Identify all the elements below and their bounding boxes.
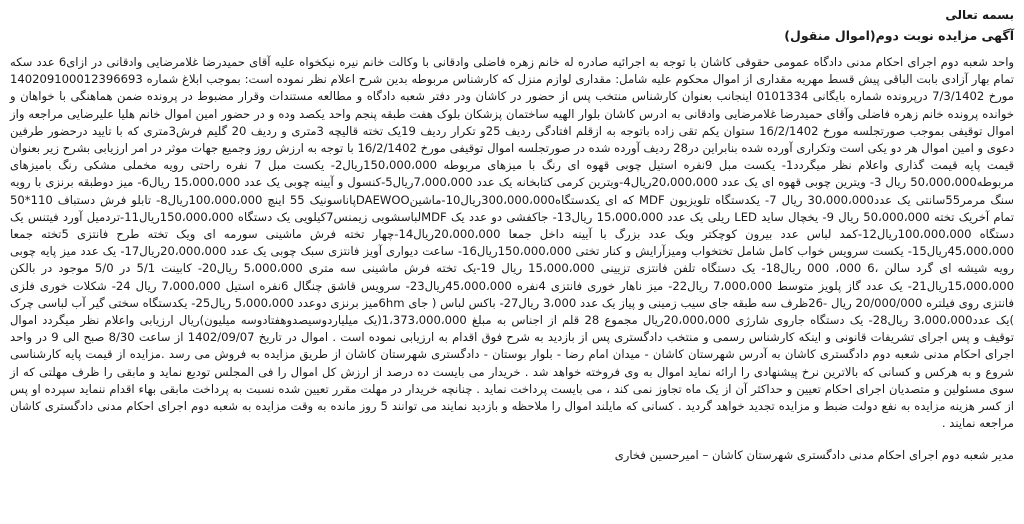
- basmala-heading: بسمه تعالی: [945, 8, 1014, 22]
- signature-line: مدیر شعبه دوم اجرای احکام مدنی دادگستری شهرستان کاشان – امیرحسین فخاری: [614, 448, 1014, 463]
- notice-body: واحد شعبه دوم اجرای احکام مدنی دادگاه عمومی حقوقی کاشان با توجه به اجرائیه صادره له خانم زهره فاضلی وادقانی با وکالت خانم نیره نیکخواه علیه آقای حمیدرضا غلامرضایی وادقانی در ازای6 عدد سکه تمام بهار آزادی بابت الباقی پیش قسط مهریه مقداری از اموال محکوم علیه شامل: مقداری لوازم منزل که کارشناس مربوطه بدین شرح اعلام نظر نموده است: بموجب ابلاغ شماره 140209100012396693 مورخ 7/3/1402 درپرونده شماره بایگانی 0101334 اینجانب بعنوان کارشناس منتخب پس از حضور در کاشان ودر دفتر شعبه دادگاه و مطالعه مستندات وقرار مضبوط در پرونده ضمن هماهنگی با خواهان و خوانده پرونده خانم زهره فاضلی وآقای حمیدرضا غلامرضایی وادقانی به ادرس کاشان بلوار الهیه ساختمان پزشکان بلوک هفت طبقه پنجم واحد یکصد وده و در حضور امین اموال خانم هلیا علیرضایی مراجعه واز اموال توقیفی بموجب صورتجلسه مورخ 16/2/1402 ستوان یکم تقی زاده باتوجه به ازقلم افتادگی ردیف 25و تکرار ردیف 19یک تخته قالیچه 3متری و ردیف 20 گلیم فرش3متری که با تایید درحضور طرفین دعوی و امین اموال هر دو یکی است وتکراری آورده شده بنابراین در28 ردیف آورده شده در صورتجلسه اموال توقیفی مورخ 16/2/1402 با توجه به ارزش روز وجمیع جهات موثر در امر ارزیابی بشرح زیر بعنوان قیمت پایه قیمت گذاری واعلام نظر میگردد1- یکست مبل 9نفره استیل چوبی قهوه ای رنگ با میزهای مربوطه 150،000،000ریال2- یکست مبل 7 نفره راحتی رویه مخملی مشکی رنگ بامیزهای مربوطه50،000،000 ریال 3- ویترین چوبی قهوه ای یک عدد 20،000،000ریال4-ویترین کرمی کتابخانه یک عدد 7،000،000ریال5-کنسول و آیینه چوبی یک عدد 15،000،000 ریال6- میز دوطبقه برنزی با رویه سنگ مرمر55سانتی یک عدد30،000،000 ریال 7- یکدستگاه تلویزیون MDF که ای یکدستگاه300،000،000ریال10-ماشینDAEWOOپاناسونیک 55 اینچ 100،000،000ریال8- تابلو فرش دستباف 110*50 تمام آخریک تخته 50،000،000 ریال 9- یخچال ساید LED ریلی یک عدد 15،000،000 ریال13- جاکفشی دو عدد یک MDFلباسشویی زیمنس7کیلویی یک دستگاه 150،000،000ریال11-تردمیل آورد فیتنس یک دستگاه 100،000،000ریال12-کمد لباس عدد بیرون کوچکتر ویک عدد بزرگ با آیینه داخل جمعا 20،000،000ریال14-چهار تخته فرش ماشینی سورمه ای ویک تخته طرح فانتزی 5تخته جمعا 45،000،000ریال15- یکست سرویس خواب کامل شامل تختخواب ومیزآرایش و کنار تختی 150،000،000ریال16- ساعت دیواری آویز فانتزی سبک چوبی یک عدد 20،000،000ریال17- یک عدد میز پایه چوبی رویه شیشه ای گرد سالن ،6 000، 000 ریال18- یک دستگاه تلفن فانتزی تزیینی 15،000،000 ریال 19-یک تخته فرش ماشینی سه متری 5،000،000 ریال20- کابینت 5/1 در 5/0 موجود در بالکن 15،000،000ریال21- یک عدد گاز پلویز متوسط 7،000،000 ریال22- میز ناهار خوری فانتزی 4نفره 45،000،000ریال23- سرویس قاشق چنگال 6نفره استیل 7،000،000 ریال 24- شکلات خوری فلزی فانتزی روی فیلتره 20/000/000 ریال -26ظرف سه طبقه جای سیب زمینی و پیاز یک عدد 3،000 ریال27- باکس لباس ( جای 6hmمیز برنزی دوعدد 5،000،000 ریال25- یکدستگاه سختی گیر آب لباسی چرک )یک عدد3،000،000 ریال28- یک دستگاه جاروی شارژی 20،000،000ریال مجموع 28 قلم از اجناس به مبلغ 1،373،000،000(یک میلیاردوسیصدوهفتادوسه میلیون)ریال ارزیابی واعلام نظر میگردد اموال توقیف و پس اجرای تشریفات قانونی و اینکه کارشناس رسمی و منتخب دادگستری پس از بازدید به شرح فوق اقدام به ارزیابی نموده است . اموال در تاریخ 1402/09/07 از ساعت 8/30 صبح الی 9 در واحد اجرای احکام مدنی شعبه دوم دادگستری کاشان به آدرس شهرستان کاشان - میدان امام رضا - بلوار بوستان - دادگستری شهرستان کاشان از طریق مزایده به فروش می رسد .مزایده از قیمت پایه کارشناسی شروع و به هرکس و کسانی که بالاترین نرخ پیشنهادی را ارائه نماید اموال به وی فروخته خواهد شد . خریدار می بایست ده درصد از ارزش کل اموال را فی المجلس تودیع نماید و مابقی را ظرف مهلتی که از سوی مسئولین و متصدیان اجرای احکام تعیین و حداکثر آن از یک ماه تجاوز نمی کند ، می بایست پرداخت نماید . چنانچه خریدار در مهلت مقرر تعیین شده نسبت به پرداخت مابقی بهاء اقدام ننماید سپرده او پس از کسر هزینه مزایده به نفع دولت ضبط و مزایده تجدید خواهد گردید . کسانی که مایلند اموال را ملاحظه و بازدید نمایند می توانند 5 روز مانده به وقت مزایده به شعبه دوم اجرای احکام مدنی دادگستری کاشان مراجعه نمایند .: [10, 55, 1015, 431]
- notice-title: آگهی مزایده نوبت دوم(اموال منقول): [784, 28, 1014, 43]
